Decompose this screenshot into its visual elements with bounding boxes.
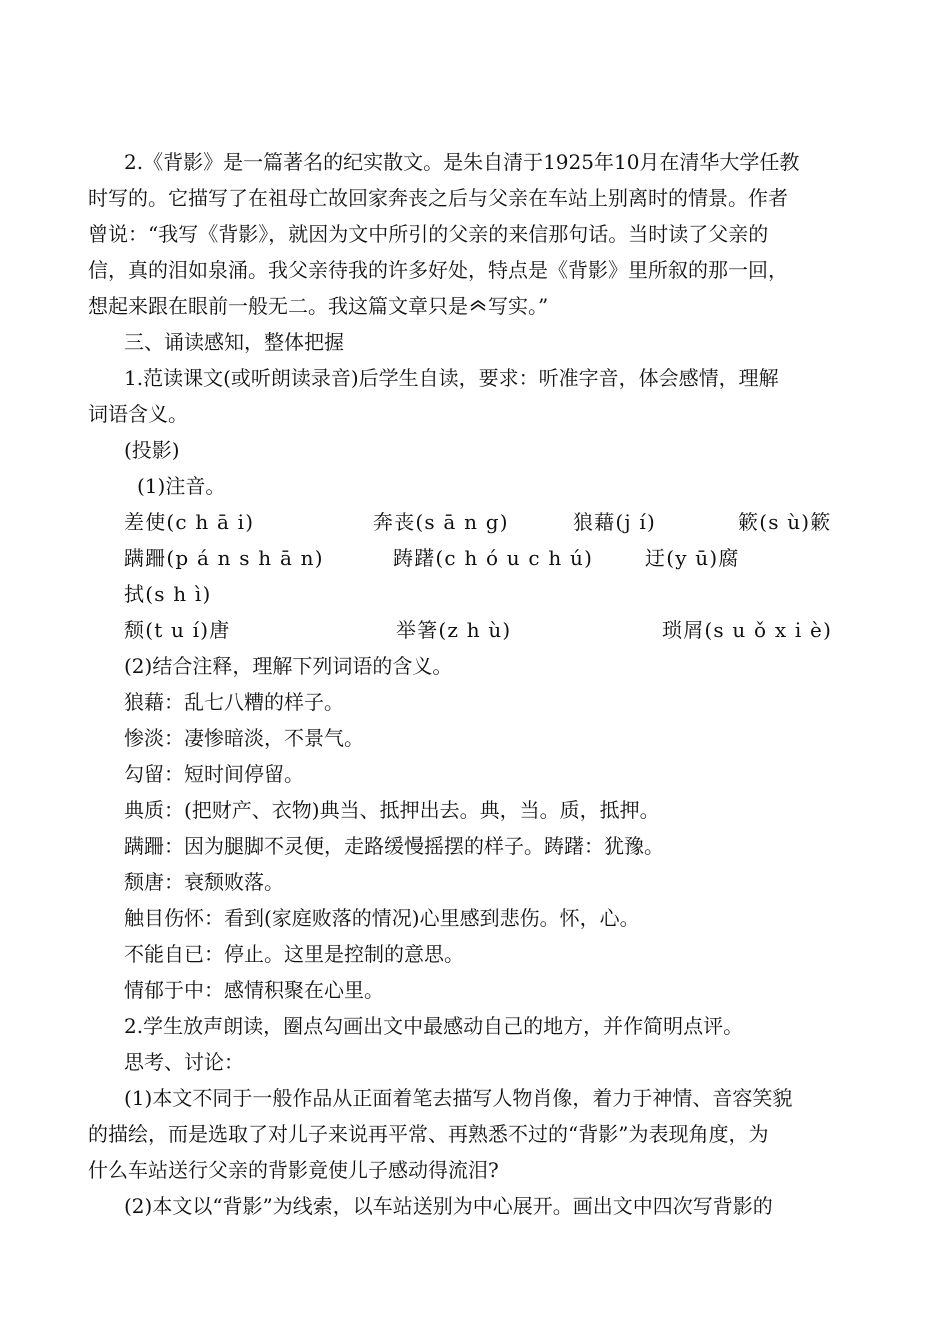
pinyin-juzhu: 举箸(z h ù) bbox=[396, 618, 512, 642]
pinyin-tuitang: 颓(t u í)唐 bbox=[124, 618, 231, 642]
pinyin-suoxie: 琐屑(s u ǒ x i è) bbox=[662, 618, 833, 642]
paragraph-2-line-2: 时写的。它描写了在祖母亡故回家奔丧之后与父亲在车站上别离时的情景。作者 bbox=[88, 186, 788, 210]
paragraph-2-line-5 bbox=[88, 293, 548, 319]
vocab-heading: (2)结合注释，理解下列词语的含义。 bbox=[124, 654, 453, 678]
pinyin-panshan: 蹒跚(p á n s h ā n) bbox=[124, 546, 324, 570]
pinyin-heading: (1)注音。 bbox=[137, 474, 226, 498]
vocab-item: 蹒跚：因为腿脚不灵便，走路缓慢摇摆的样子。踌躇：犹豫。 bbox=[124, 834, 664, 858]
think-label: 思考、讨论： bbox=[124, 1050, 244, 1074]
pinyin-shi: 拭(s h ì) bbox=[124, 582, 212, 606]
vocab-item: 不能自已：停止。这里是控制的意思。 bbox=[124, 942, 464, 966]
vocab-item: 触目伤怀：看到(家庭败落的情况)心里感到悲伤。怀，心。 bbox=[124, 906, 640, 930]
question-1-line-2: 的描绘，而是选取了对儿子来说再平常、再熟悉不过的“背影”为表现角度，为 bbox=[88, 1122, 769, 1146]
item-1-line-2: 词语含义。 bbox=[88, 402, 188, 426]
question-1-line-1: (1)本文不同于一般作品从正面着笔去描写人物肖像，着力于神情、音容笑貌 bbox=[124, 1086, 793, 1110]
paragraph-2-line-4: 信，真的泪如泉涌。我父亲待我的许多好处，特点是《背影》里所叙的那一回， bbox=[88, 258, 788, 282]
paragraph-2-line-3: 曾说：“我写《背影》，就因为文中所引的父亲的来信那句话。当时读了父亲的 bbox=[88, 222, 769, 246]
paragraph-2-line-5-end: 写实。” bbox=[488, 294, 549, 318]
paragraph-2-line-5-start: 想起来跟在眼前一般无二。我这篇文章只是 bbox=[88, 294, 468, 318]
pinyin-yufu: 迂(y ū)腐 bbox=[645, 546, 740, 570]
item-1-line-1: 1.范读课文(或听朗读录音)后学生自读，要求：听准字音，体会感情，理解 bbox=[124, 366, 779, 390]
item-2: 2.学生放声朗读，圈点勾画出文中最感动自己的地方，并作简明点评。 bbox=[124, 1014, 744, 1038]
caret-mark-icon bbox=[468, 295, 488, 315]
pinyin-chouchu: 踌躇(c h ó u c h ú) bbox=[393, 546, 594, 570]
paragraph-2-line-1: 2.《背影》是一篇著名的纪实散文。是朱自清于1925年10月在清华大学任教 bbox=[124, 150, 800, 174]
pinyin-susu: 簌(s ù)簌 bbox=[738, 510, 832, 534]
question-2-line-1: (2)本文以“背影”为线索，以车站送别为中心展开。画出文中四次写背影的 bbox=[124, 1194, 773, 1218]
vocab-item: 颓唐：衰颓败落。 bbox=[124, 870, 284, 894]
vocab-item: 典质：(把财产、衣物)典当、抵押出去。典，当。质，抵押。 bbox=[124, 798, 660, 822]
question-1-line-3: 什么车站送行父亲的背影竟使儿子感动得流泪? bbox=[88, 1158, 499, 1182]
vocab-item: 惨淡：凄惨暗淡，不景气。 bbox=[124, 726, 364, 750]
pinyin-bensang: 奔丧(s ā n g) bbox=[373, 510, 509, 534]
pinyin-langji: 狼藉(j í) bbox=[573, 510, 656, 534]
vocab-item: 情郁于中：感情积聚在心里。 bbox=[124, 978, 384, 1002]
vocab-item: 狼藉：乱七八糟的样子。 bbox=[124, 690, 344, 714]
section-3-heading: 三、诵读感知，整体把握 bbox=[124, 330, 344, 354]
vocab-item: 勾留：短时间停留。 bbox=[124, 762, 304, 786]
projection-label: (投影) bbox=[124, 438, 180, 462]
pinyin-chaishi: 差使(c h ā i) bbox=[124, 510, 255, 534]
